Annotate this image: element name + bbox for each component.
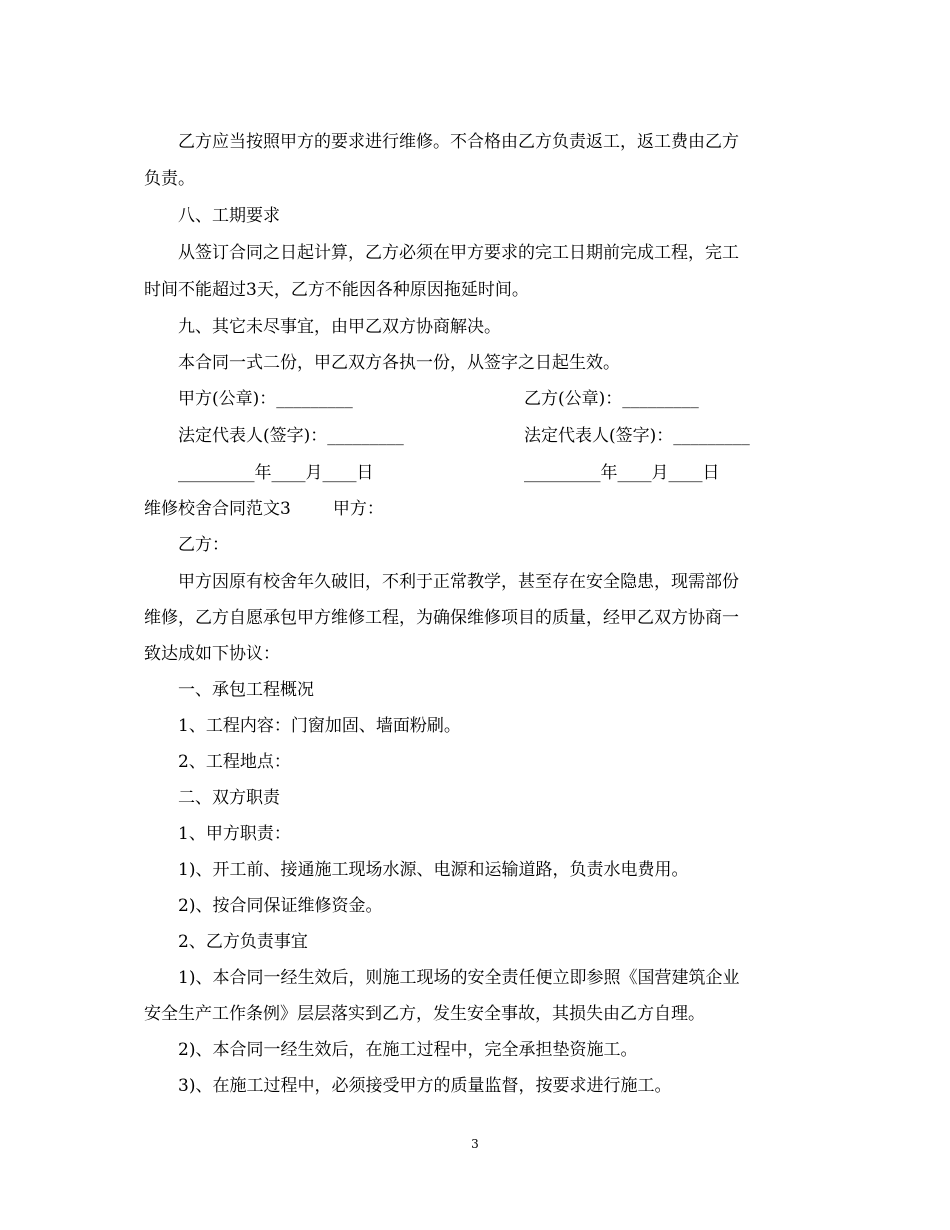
- paragraph-line: 1、工程内容：门窗加固、墙面粉刷。: [178, 716, 461, 736]
- paragraph-line: 维修，乙方自愿承包甲方维修工程，为确保维修项目的质量，经甲乙双方协商一: [144, 608, 739, 628]
- paragraph-line: 负责。: [144, 169, 195, 189]
- section-title: 维修校舍合同范文3: [144, 499, 291, 519]
- party-a-representative-field: 法定代表人(签字)：_________: [178, 426, 404, 446]
- paragraph-line: 1)、开工前、接通施工现场水源、电源和运输道路，负责水电费用。: [178, 860, 689, 880]
- section-heading: 一、承包工程概况: [178, 680, 314, 700]
- paragraph-line: 九、其它未尽事宜，由甲乙双方协商解决。: [178, 317, 501, 337]
- party-a-date-field: _________年____月____日: [178, 463, 374, 483]
- paragraph-line: 2)、按合同保证维修资金。: [178, 896, 383, 916]
- party-b-seal-field: 乙方(公章)：_________: [524, 389, 699, 409]
- paragraph-line: 2)、本合同一经生效后，在施工过程中，完全承担垫资施工。: [178, 1040, 638, 1060]
- party-b-representative-field: 法定代表人(签字)：_________: [524, 426, 750, 446]
- paragraph-line: 1、甲方职责：: [178, 824, 291, 844]
- section-heading: 二、双方职责: [178, 788, 280, 808]
- party-b-label: 乙方：: [178, 535, 229, 555]
- section-heading: 八、工期要求: [178, 206, 280, 226]
- paragraph-line: 从签订合同之日起计算，乙方必须在甲方要求的完工日期前完成工程，完工: [178, 243, 739, 263]
- section-title-line: [144, 498, 804, 520]
- paragraph-line: 乙方应当按照甲方的要求进行维修。不合格由乙方负责返工，返工费由乙方: [178, 132, 739, 152]
- paragraph-line: 本合同一式二份，甲乙双方各执一份，从签字之日起生效。: [178, 353, 620, 373]
- party-b-date-field: _________年____月____日: [524, 463, 720, 483]
- paragraph-line: 2、工程地点：: [178, 752, 291, 772]
- page-number: 3: [471, 1137, 479, 1151]
- party-a-label: 甲方：: [332, 499, 384, 519]
- paragraph-line: 安全生产工作条例》层层落实到乙方，发生安全事故，其损失由乙方自理。: [144, 1004, 705, 1024]
- paragraph-line: 1)、本合同一经生效后，则施工现场的安全责任便立即参照《国营建筑企业: [178, 968, 740, 988]
- party-a-seal-field: 甲方(公章)：_________: [178, 389, 353, 409]
- paragraph-line: 致达成如下协议：: [144, 644, 280, 664]
- paragraph-line: 2、乙方负责事宜: [178, 932, 308, 952]
- paragraph-line: 时间不能超过3天，乙方不能因各种原因拖延时间。: [144, 280, 529, 300]
- paragraph-line: 3)、在施工过程中，必须接受甲方的质量监督，按要求进行施工。: [178, 1076, 672, 1096]
- paragraph-line: 甲方因原有校舍年久破旧，不利于正常教学，甚至存在安全隐患，现需部份: [178, 572, 739, 592]
